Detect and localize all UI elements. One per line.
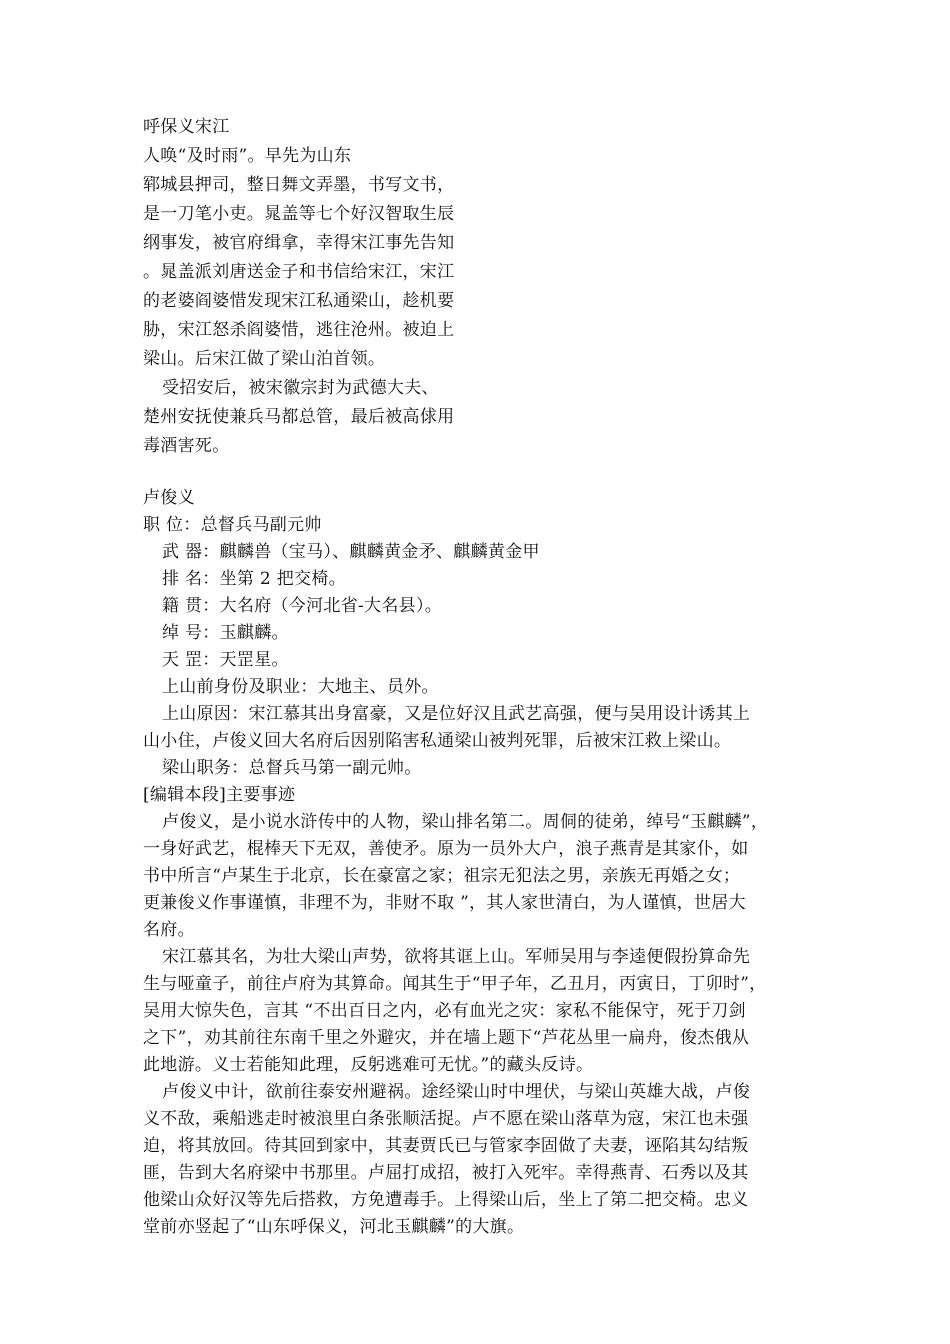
text-line: 胁，宋江怒杀阎婆惜，逃往沧州。被迫上 [143, 320, 455, 340]
text-line: 。晁盖派刘唐送金子和书信给宋江，宋江 [143, 262, 455, 282]
section-title: 卢俊义 [143, 488, 195, 508]
attribute-line: 职 位：总督兵马副元帅 [143, 515, 322, 535]
attribute-line: 绰 号：玉麒麟。 [162, 623, 289, 643]
story-line: 他梁山众好汉等先后搭救，方免遭毒手。上得梁山后，坐上了第二把交椅。忠义 [143, 1190, 749, 1210]
story-line: 义不敌，乘船逃走时被浪里白条张顺活捉。卢不愿在梁山落草为寇，宋江也未强 [143, 1109, 749, 1129]
story-line: 迫，将其放回。待其回到家中，其妻贾氏已与管家李固做了夫妻，诬陷其勾结叛 [143, 1136, 749, 1156]
edit-section-heading: [编辑本段]主要事迹 [143, 785, 296, 805]
story-line: 卢俊义中计，欲前往泰安州避祸。途经梁山时中埋伏，与梁山英雄大战，卢俊 [162, 1082, 751, 1102]
story-line: 书中所言“卢某生于北京，长在豪富之家；祖宗无犯法之男，亲族无再婚之女； [143, 866, 741, 886]
story-line: 名府。 [143, 920, 195, 940]
attribute-line: 武 器：麒麟兽（宝马）、麒麟黄金矛、麒麟黄金甲 [162, 542, 540, 562]
text-line: 受招安后，被宋徽宗封为武德大夫、 [162, 378, 439, 398]
attribute-line: 上山原因：宋江慕其出身富豪，又是位好汉且武艺高强，便与吴用设计诱其上 [162, 704, 751, 724]
text-line: 人唤“及时雨”。早先为山东 [143, 146, 352, 166]
attribute-line: 天 罡：天罡星。 [162, 650, 289, 670]
story-line: 此地游。义士若能知此理，反躬逃难可无忧。”的藏头反诗。 [143, 1055, 594, 1075]
text-line: 是一刀笔小吏。晁盖等七个好汉智取生辰 [143, 204, 455, 224]
text-line: 楚州安抚使兼兵马都总管，最后被高俅用 [143, 407, 455, 427]
attribute-line: 上山前身份及职业：大地主、员外。 [162, 677, 439, 697]
story-line: 堂前亦竖起了“山东呼保义，河北玉麒麟”的大旗。 [143, 1217, 525, 1237]
text-line: 梁山。后宋江做了梁山泊首领。 [143, 349, 386, 369]
story-line: 匪，告到大名府梁中书那里。卢屈打成招，被打入死牢。幸得燕青、石秀以及其 [143, 1163, 749, 1183]
attribute-line: 排 名：坐第 2 把交椅。 [162, 569, 346, 589]
story-line: 吴用大惊失色，言其 “不出百日之内，必有血光之灾：家私不能保守，死于刀剑 [143, 1001, 746, 1021]
section-title: 呼保义宋江 [143, 117, 230, 137]
attribute-line: 梁山职务：总督兵马第一副元帅。 [162, 758, 422, 778]
story-line: 卢俊义，是小说水浒传中的人物，梁山排名第二。周侗的徒弟，绰号“玉麒麟”， [162, 812, 769, 832]
text-line: 纲事发，被官府缉拿，幸得宋江事先告知 [143, 233, 455, 253]
story-line: 一身好武艺，棍棒天下无双，善使矛。原为一员外大户，浪子燕青是其家仆，如 [143, 839, 749, 859]
story-line: 更兼俊义作事谨慎，非理不为，非财不取 ”，其人家世清白，为人谨慎，世居大 [143, 893, 746, 913]
text-line: 毒酒害死。 [143, 436, 230, 456]
story-line: 生与哑童子，前往卢府为其算命。闻其生于“甲子年，乙丑月，丙寅日，丁卯时”， [143, 974, 767, 994]
story-line: 宋江慕其名，为壮大梁山声势，欲将其诓上山。军师吴用与李逵便假扮算命先 [162, 947, 751, 967]
story-line: 之下”，劝其前往东南千里之外避灾，并在墙上题下“芦花丛里一扁舟，俊杰俄从 [143, 1028, 750, 1048]
text-line: 的老婆阎婆惜发现宋江私通梁山，趁机要 [143, 291, 455, 311]
text-line: 郓城县押司，整日舞文弄墨，书写文书， [143, 175, 455, 195]
attribute-line: 籍 贯：大名府（今河北省-大名县）。 [162, 596, 443, 616]
attribute-line: 山小住，卢俊义回大名府后因别陷害私通梁山被判死罪，后被宋江救上梁山。 [143, 731, 732, 751]
